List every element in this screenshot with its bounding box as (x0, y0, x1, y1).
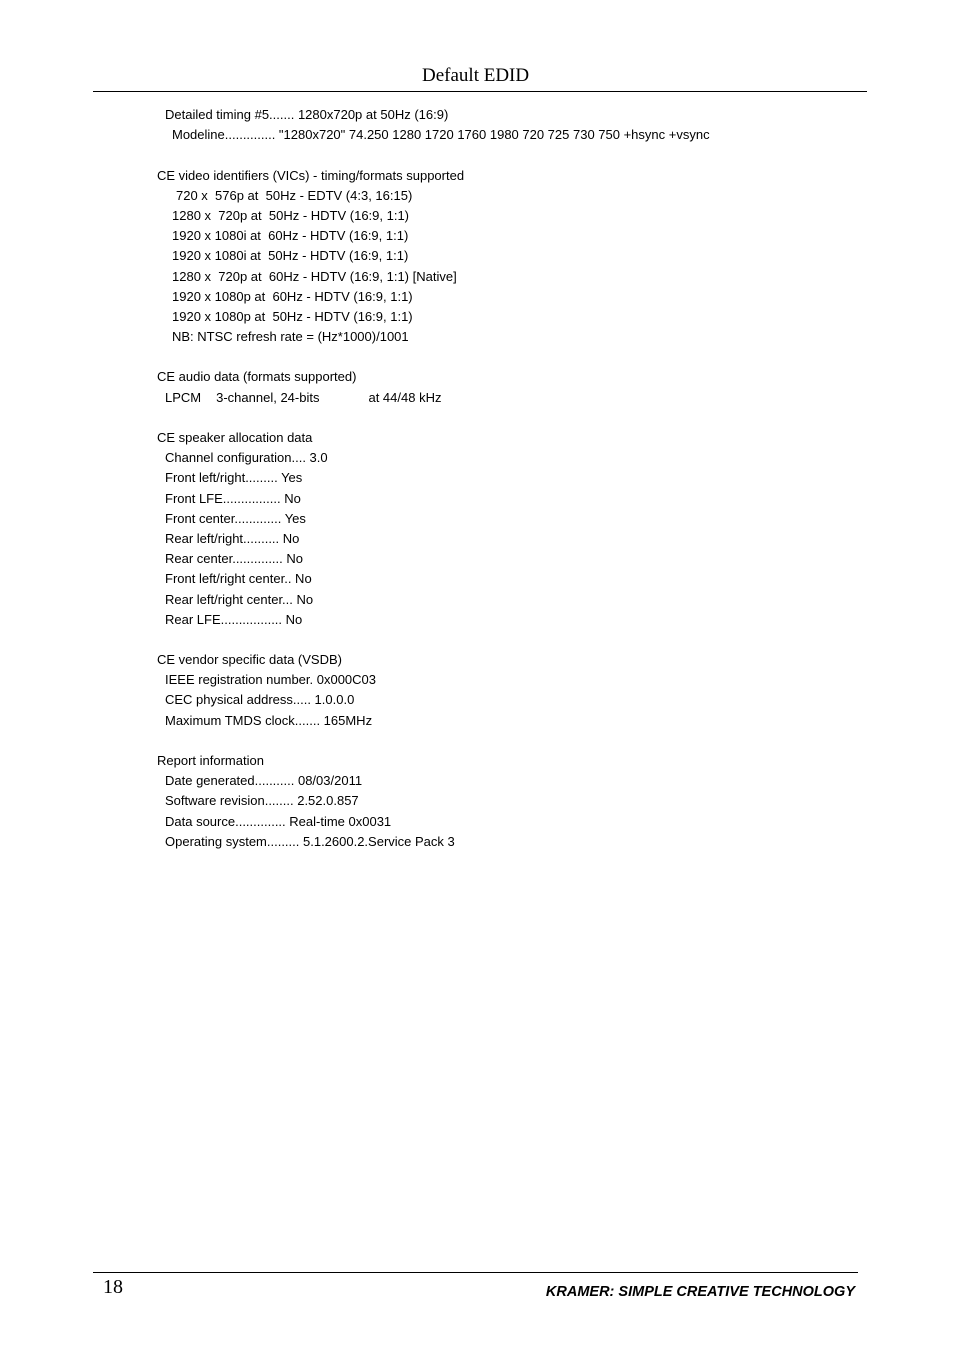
detailed-timing-line: Detailed timing #5....... 1280x720p at 50Hz (16:9) (165, 107, 449, 122)
audio-rate: at 44/48 kHz (368, 389, 442, 405)
speaker-section (157, 428, 710, 630)
vic-item: 1920 x 1080p at 50Hz - HDTV (16:9, 1:1) (172, 308, 413, 324)
spacer (157, 630, 710, 650)
speaker-item: Front center............. Yes (165, 510, 306, 526)
page-number: 18 (103, 1276, 123, 1298)
speaker-item: Front left/right center.. No (165, 571, 312, 587)
report-item: Date generated........... 08/03/2011 (165, 773, 363, 789)
vsdb-item: CEC physical address..... 1.0.0.0 (165, 692, 355, 708)
spacer (157, 347, 710, 367)
ntsc-note: NB: NTSC refresh rate = (Hz*1000)/1001 (172, 329, 409, 345)
vic-item: 1920 x 1080p at 60Hz - HDTV (16:9, 1:1) (172, 288, 413, 304)
section-heading: CE audio data (formats supported) (157, 369, 357, 385)
footer-divider (93, 1272, 858, 1273)
speaker-item: Front LFE................ No (165, 490, 301, 506)
audio-format: LPCM (165, 389, 202, 405)
vsdb-item: Maximum TMDS clock....... 165MHz (165, 712, 373, 728)
report-item: Data source.............. Real-time 0x0031 (165, 813, 392, 829)
speaker-item: Rear LFE................. No (165, 611, 303, 627)
section-heading: CE speaker allocation data (157, 430, 313, 445)
section-heading: Report information (157, 753, 264, 768)
page-title: Default EDID (422, 65, 530, 86)
vsdb-section (157, 650, 710, 731)
edid-report (157, 105, 710, 852)
vic-item: 720 x 576p at 50Hz - EDTV (4:3, 16:15) (176, 187, 413, 203)
vics-section (157, 166, 710, 348)
header-divider (93, 91, 867, 92)
section-heading: CE vendor specific data (VSDB) (157, 652, 342, 668)
vsdb-item: IEEE registration number. 0x000C03 (165, 672, 377, 688)
speaker-item: Rear center.............. No (165, 551, 303, 567)
audio-channels: 3-channel, 24-bits (216, 389, 320, 405)
report-section (157, 751, 710, 852)
vic-item: 1920 x 1080i at 50Hz - HDTV (16:9, 1:1) (172, 248, 409, 264)
footer-brand: KRAMER: SIMPLE CREATIVE TECHNOLOGY (545, 1284, 855, 1300)
speaker-item: Channel configuration.... 3.0 (165, 450, 328, 466)
vic-item: 1920 x 1080i at 60Hz - HDTV (16:9, 1:1) (172, 228, 409, 244)
spacer (157, 731, 710, 751)
spacer (157, 408, 710, 428)
audio-format-row (157, 388, 710, 408)
report-item: Software revision........ 2.52.0.857 (165, 793, 359, 809)
audio-section (157, 367, 710, 407)
speaker-item: Rear left/right.......... No (165, 530, 300, 546)
speaker-item: Front left/right......... Yes (165, 470, 303, 486)
spacer (157, 145, 710, 165)
speaker-item: Rear left/right center... No (165, 591, 314, 607)
report-item: Operating system......... 5.1.2600.2.Service Pack 3 (165, 833, 455, 849)
section-heading: CE video identifiers (VICs) - timing/formats supported (157, 167, 465, 183)
vic-item: 1280 x 720p at 60Hz - HDTV (16:9, 1:1) [Native] (172, 268, 457, 284)
vic-item: 1280 x 720p at 50Hz - HDTV (16:9, 1:1) (172, 207, 410, 223)
modeline: Modeline.............. "1280x720" 74.250 1280 1720 1760 1980 720 725 730 750 +hsync +vsync (172, 127, 710, 143)
